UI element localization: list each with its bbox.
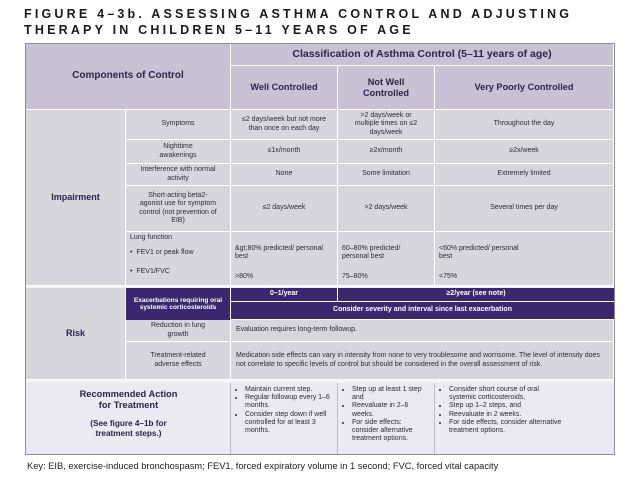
fevfvc-label: FEV1/FVC	[136, 268, 170, 276]
recommendation-item: • Reevaluate in 2 weeks.	[449, 411, 568, 419]
recommendation-item: • Reevaluate in 2–6 weeks.	[352, 402, 430, 418]
recommendation-item: • Step up at least 1 step and	[352, 386, 430, 402]
recommendation-very-poor-list	[439, 386, 608, 435]
ratio-not-well: 75–80%	[342, 273, 368, 280]
fev1-very-poor: <60% predicted/ personal best	[439, 245, 519, 261]
lung-function-label	[126, 232, 231, 286]
fevfvc-label-row: • FEV1/FVC	[130, 268, 170, 276]
interference-well: None	[231, 164, 338, 186]
recommendation-item: • For side effects: consider alternative treatment options.	[352, 419, 430, 444]
recommendation-item: • Regular followup every 1–6 months.	[245, 394, 333, 410]
asthma-control-table	[25, 43, 615, 455]
lung-function-well	[231, 232, 338, 286]
symptoms-label: Symptoms	[126, 110, 231, 140]
saba-use-label: Short-acting beta2-agonist use for symptom control (not prevention of EIB)	[126, 186, 231, 232]
symptoms-not-well: >2 days/week or multiple times on ≤2 days/week	[338, 110, 435, 140]
fev1-label-row: • FEV1 or peak flow	[130, 249, 194, 257]
saba-use-not-well: >2 days/week	[338, 186, 435, 232]
recommended-action-cell	[26, 383, 231, 454]
adverse-effects-label: Treatment-related adverse effects	[126, 342, 231, 380]
key-footnote: Key: EIB, exercise-induced bronchospasm; FEV1, forced expiratory volume in 1 second; FVC, forced vital capacity	[27, 461, 499, 471]
recommendation-item: • Consider short course of oral systemic corticosteroids,	[449, 386, 568, 402]
exacerbations-note: Consider severity and interval since last exacerbation	[231, 302, 614, 320]
recommendation-well-list	[235, 386, 333, 435]
fev1-well: &gt;80% predicted/ personal best	[235, 245, 323, 261]
symptoms-well: ≤2 days/week but not more than once on each day	[231, 110, 338, 140]
recommendation-item: • Consider step down if well controlled for at least 3 months.	[245, 411, 333, 436]
exacerbations-label: Exacerbations requiring oral systemic corticosteroids	[126, 288, 231, 320]
lung-function-very-poor	[435, 232, 614, 286]
well-controlled-header: Well Controlled	[231, 66, 338, 110]
impairment-label: Impairment	[26, 110, 126, 286]
figure-title-line2: THERAPY IN CHILDREN 5–11 YEARS OF AGE	[24, 23, 414, 37]
figure-title-line1: FIGURE 4–3b. ASSESSING ASTHMA CONTROL AND ADJUSTING	[24, 7, 573, 21]
lung-function-not-well	[338, 232, 435, 286]
exacerbations-well: 0–1/year	[231, 288, 338, 302]
nighttime-label: Nighttime awakenings	[126, 140, 231, 164]
ratio-very-poor: <75%	[439, 273, 458, 280]
classification-header: Classification of Asthma Control (5–11 years of age)	[231, 44, 614, 66]
interference-not-well: Some limitation	[338, 164, 435, 186]
recommendation-well	[231, 383, 338, 454]
lung-growth-text: Evaluation requires long-term followup.	[231, 320, 614, 342]
recommendation-item: • Maintain current step.	[245, 386, 333, 394]
recommended-action-title: Recommended Action for Treatment	[79, 389, 178, 410]
figure-title	[24, 6, 624, 38]
risk-label: Risk	[26, 288, 126, 380]
saba-use-well: ≤2 days/week	[231, 186, 338, 232]
recommendation-item: • Step up 1–2 steps, and	[449, 402, 568, 410]
saba-use-very-poor: Several times per day	[435, 186, 614, 232]
recommendation-not-well	[338, 383, 435, 454]
fev1-not-well: 60–80% predicted/ personal best	[342, 245, 401, 261]
nighttime-not-well: ≥2x/month	[338, 140, 435, 164]
recommendation-very-poor	[435, 383, 614, 454]
components-header: Components of Control	[26, 44, 231, 110]
nighttime-very-poor: ≥2x/week	[435, 140, 614, 164]
not-well-controlled-header: Not Well Controlled	[338, 66, 435, 110]
nighttime-well: ≤1x/month	[231, 140, 338, 164]
see-figure-note: (See figure 4–1b for treatment steps.)	[90, 419, 167, 438]
interference-label: Interference with normal activity	[126, 164, 231, 186]
symptoms-very-poor: Throughout the day	[435, 110, 614, 140]
interference-very-poor: Extremely limited	[435, 164, 614, 186]
lung-function-heading: Lung function	[130, 234, 173, 241]
fev1-label: FEV1 or peak flow	[136, 249, 194, 257]
recommendation-item: • For side effects, consider alternative treatment options.	[449, 419, 568, 435]
ratio-well: >80%	[235, 273, 254, 280]
recommendation-not-well-list	[342, 386, 430, 443]
lung-growth-label: Reduction in lung growth	[126, 320, 231, 342]
very-poorly-controlled-header: Very Poorly Controlled	[435, 66, 614, 110]
adverse-effects-text: Medication side effects can vary in intensity from none to very troublesome and worrisome. The level of intensity does not correlate to specific levels of control but should be considered in the overall assessment of risk.	[231, 342, 614, 380]
exacerbations-poor: ≥2/year (see note)	[338, 288, 614, 302]
